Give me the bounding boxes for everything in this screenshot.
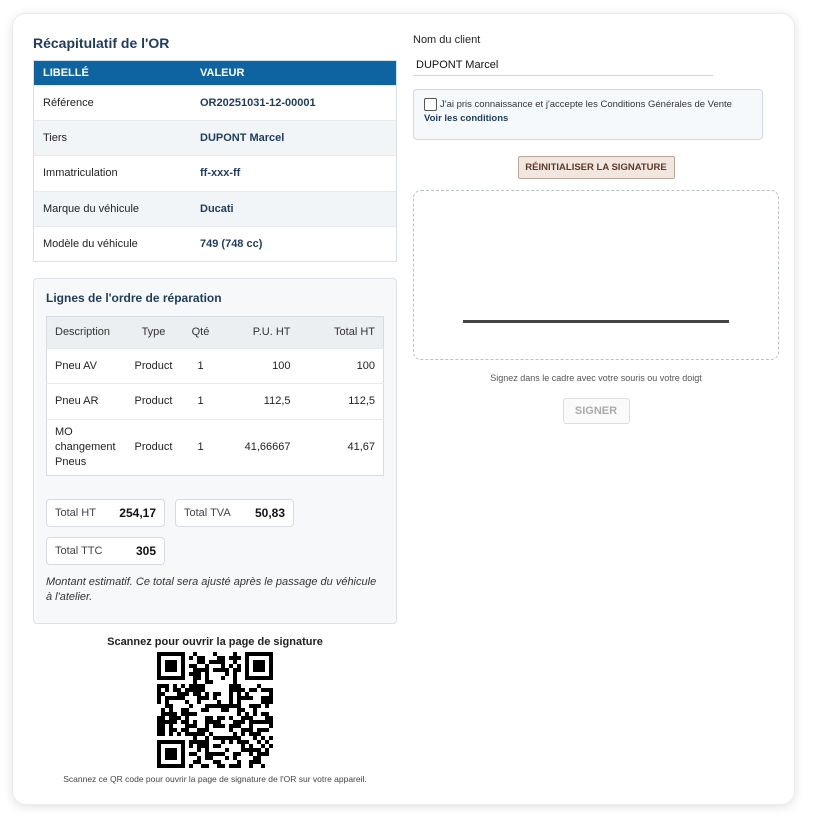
row-value: OR20251031-12-00001 — [200, 97, 316, 110]
summary-row-immatriculation — [34, 155, 396, 190]
terms-link[interactable]: Voir les conditions — [424, 113, 509, 124]
qr-section — [33, 636, 397, 784]
repair-lines-title: Lignes de l'ordre de réparation — [46, 290, 222, 305]
cell-qty: 1 — [183, 383, 219, 419]
reset-signature-button[interactable]: RÉINITIALISER LA SIGNATURE — [518, 156, 675, 179]
total-ttc-value: 305 — [135, 543, 156, 558]
cell-description: Pneu AR — [47, 383, 125, 419]
repair-lines-table — [46, 316, 384, 476]
total-ttc-label: Total TTC — [55, 544, 103, 557]
row-label: Immatriculation — [43, 167, 118, 180]
total-ht-label: Total HT — [55, 506, 96, 519]
total-ttc-box — [46, 537, 165, 565]
terms-box — [413, 89, 763, 140]
cell-total: 41,67 — [299, 419, 384, 475]
signature-pad[interactable] — [413, 190, 779, 360]
row-value: ff-xxx-ff — [200, 167, 241, 180]
total-tva-label: Total TVA — [184, 506, 231, 519]
table-row — [47, 419, 384, 475]
row-label: Tiers — [43, 132, 68, 145]
qr-caption: Scannez ce QR code pour ouvrir la page de signature de l'OR sur votre appareil. — [63, 773, 367, 784]
cell-pu: 100 — [219, 348, 299, 383]
col-description: Description — [47, 316, 125, 348]
header-label: LIBELLÉ — [43, 67, 89, 79]
cell-description: Pneu AV — [47, 348, 125, 383]
total-tva-box — [175, 499, 294, 527]
terms-checkbox[interactable] — [424, 98, 437, 111]
right-column — [413, 34, 779, 424]
terms-text: J'ai pris connaissance et j'accepte les Conditions Générales de Vente — [440, 99, 732, 110]
left-column — [33, 34, 397, 784]
repair-lines-panel — [33, 278, 397, 624]
cell-total: 112,5 — [299, 383, 384, 419]
or-signature-card — [12, 13, 795, 805]
total-ht-box — [46, 499, 165, 527]
cell-type: Product — [125, 348, 183, 383]
summary-rows — [34, 85, 396, 261]
summary-row-marque — [34, 191, 396, 226]
client-name-input[interactable] — [413, 54, 713, 76]
terms-checkbox-label[interactable] — [424, 98, 752, 111]
signature-hint: Signez dans le cadre avec votre souris ou votre doigt — [490, 373, 702, 383]
row-value: 749 (748 cc) — [200, 237, 263, 250]
row-label: Référence — [43, 97, 94, 110]
cell-qty: 1 — [183, 348, 219, 383]
cell-pu: 112,5 — [219, 383, 299, 419]
table-row — [47, 383, 384, 419]
summary-row-modele — [34, 226, 396, 261]
cell-description: MO changement Pneus — [47, 419, 125, 475]
table-row — [47, 348, 384, 383]
summary-row-reference — [34, 85, 396, 120]
row-value: DUPONT Marcel — [200, 132, 285, 145]
estimate-note: Montant estimatif. Ce total sera ajusté après le passage du véhicule à l'atelier. — [46, 575, 377, 603]
cell-pu: 41,66667 — [219, 419, 299, 475]
row-label: Marque du véhicule — [43, 202, 140, 215]
col-type: Type — [125, 316, 183, 348]
summary-row-tiers — [34, 120, 396, 155]
totals-row — [46, 537, 384, 565]
client-name-label: Nom du client — [413, 34, 481, 46]
summary-table — [33, 60, 397, 262]
qr-code-icon — [157, 652, 273, 768]
row-value: Ducati — [200, 202, 234, 215]
sign-button[interactable]: SIGNER — [563, 398, 630, 424]
cell-type: Product — [125, 419, 183, 475]
totals — [46, 499, 384, 565]
total-ht-value: 254,17 — [119, 505, 156, 520]
col-pu: P.U. HT — [219, 316, 299, 348]
summary-table-header — [34, 61, 396, 85]
signature-stroke — [463, 320, 729, 323]
table-header-row — [47, 316, 384, 348]
col-qty: Qté — [183, 316, 219, 348]
col-total: Total HT — [299, 316, 384, 348]
cell-type: Product — [125, 383, 183, 419]
header-value: VALEUR — [200, 67, 245, 79]
qr-title: Scannez pour ouvrir la page de signature — [107, 635, 323, 648]
totals-row — [46, 499, 384, 527]
cell-qty: 1 — [183, 419, 219, 475]
row-label: Modèle du véhicule — [43, 237, 138, 250]
total-tva-value: 50,83 — [254, 505, 285, 520]
cell-total: 100 — [299, 348, 384, 383]
summary-title: Récapitulatif de l'OR — [33, 35, 170, 51]
